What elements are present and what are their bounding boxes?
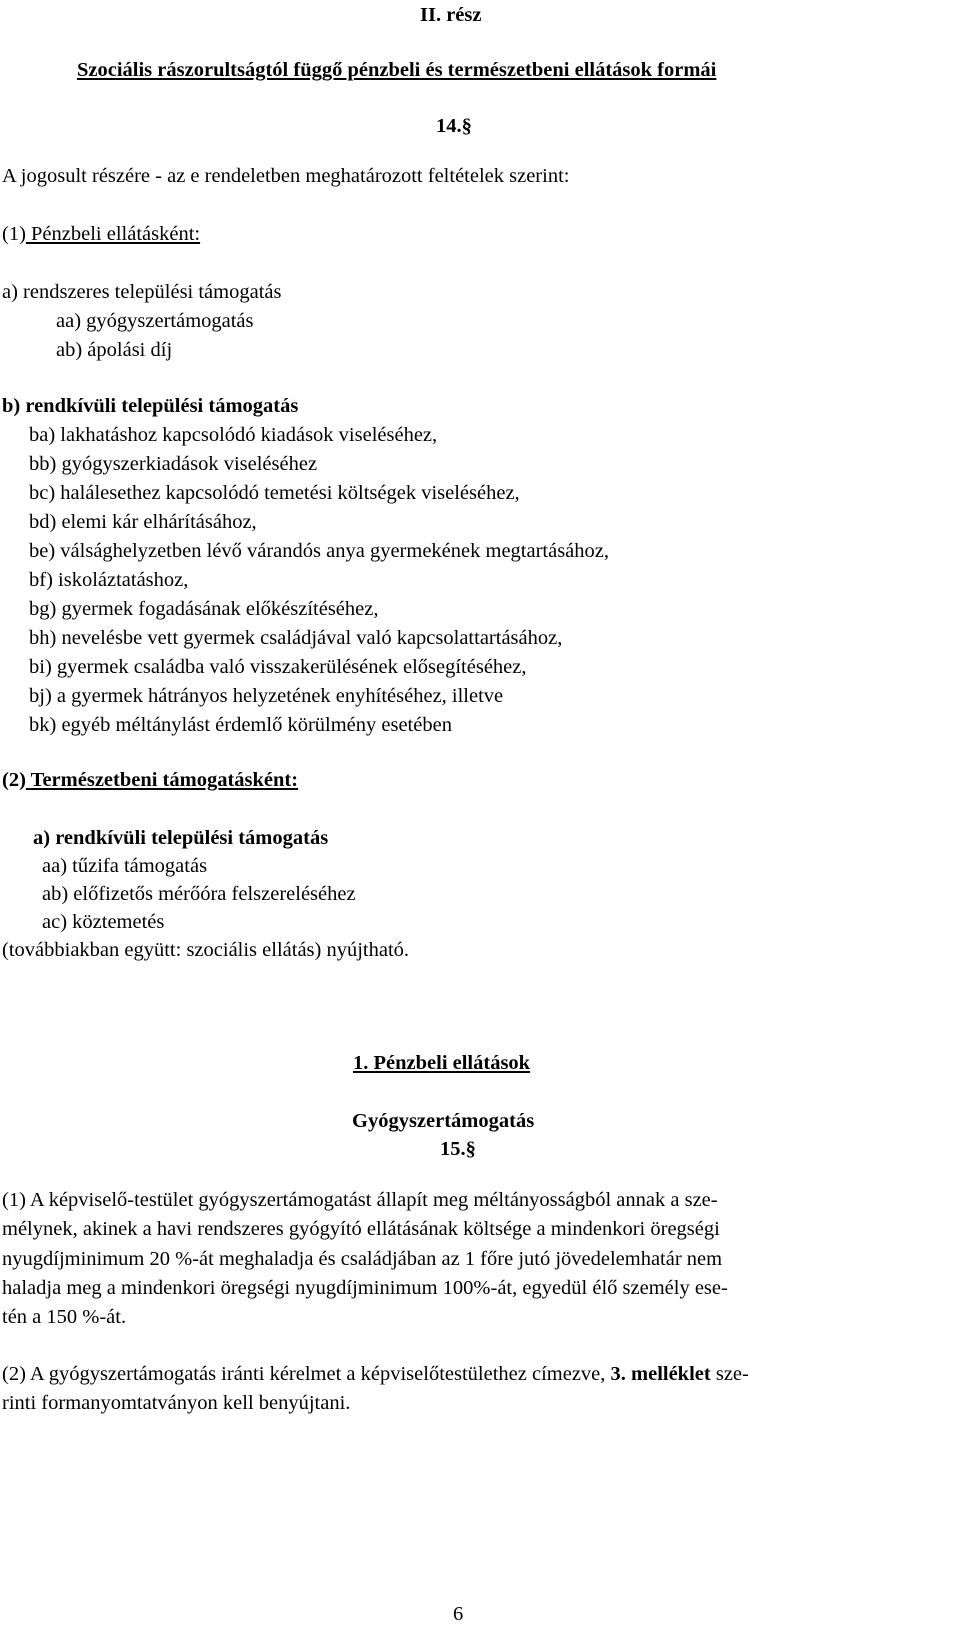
- cash-b-label: b) rendkívüli települési támogatás: [2, 395, 299, 417]
- cash-b-item: be) válsághelyzetben lévő várandós anya gyermekének megtartásához,: [29, 540, 610, 562]
- subsection-title: Gyógyszertámogatás: [352, 1110, 535, 1132]
- inkind-heading-number: (2): [2, 769, 26, 791]
- paragraph-15-2-line: (2) A gyógyszertámogatás iránti kérelmet a képviselőtestülethez címezve, 3. melléklet sze-: [2, 1363, 749, 1385]
- cash-b-item: bg) gyermek fogadásának előkészítéséhez,: [29, 598, 379, 620]
- cash-b-item: bi) gyermek családba való visszakerülésének elősegítéséhez,: [29, 656, 527, 678]
- paragraph-15-1-line: haladja meg a mindenkori öregségi nyugdíjminimum 100%-át, egyedül élő személy ese-: [2, 1276, 728, 1299]
- cash-a-label: a) rendszeres települési támogatás: [2, 281, 282, 303]
- cash-heading-number: (1): [2, 223, 26, 245]
- inkind-a-item: aa) tűzifa támogatás: [42, 855, 208, 877]
- cash-b-item: bk) egyéb méltánylást érdemlő körülmény esetében: [29, 714, 452, 736]
- page-number: 6: [453, 1603, 464, 1625]
- cash-b-item: bc) halálesethez kapcsolódó temetési költségek viseléséhez,: [29, 482, 520, 504]
- inkind-a-item: ab) előfizetős mérőóra felszereléséhez: [42, 883, 356, 905]
- cash-b-item: ba) lakhatáshoz kapcsolódó kiadások viseléséhez,: [29, 424, 438, 446]
- paragraph-15-1-line: (1) A képviselő-testület gyógyszertámogatást állapít meg méltányosságból annak a sze-: [2, 1189, 718, 1211]
- cash-a-item: ab) ápolási díj: [56, 339, 173, 361]
- paragraph-14-intro: A jogosult részére - az e rendeletben meghatározott feltételek szerint:: [2, 165, 570, 187]
- paragraph-15-1-line: nyugdíjminimum 20 %-át meghaladja és családjában az 1 főre jutó jövedelemhatár nem: [2, 1247, 723, 1270]
- paragraph-15-1-line: tén a 150 %-át.: [2, 1306, 127, 1329]
- annex-reference: 3. melléklet: [610, 1363, 711, 1385]
- cash-b-item: bf) iskoláztatáshoz,: [29, 569, 189, 591]
- cash-a-item: aa) gyógyszertámogatás: [56, 310, 254, 332]
- cash-heading: [2, 224, 200, 245]
- paragraph-15-1: [2, 1186, 958, 1332]
- paragraph-14-closing: (továbbiakban együtt: szociális ellátás) nyújtható.: [2, 939, 410, 961]
- paragraph-15-2: [2, 1360, 958, 1419]
- cash-b-item: bj) a gyermek hátrányos helyzetének enyhítéséhez, illetve: [29, 685, 504, 707]
- inkind-a-item: ac) köztemetés: [42, 911, 165, 933]
- cash-heading-text: Pénzbeli ellátásként:: [31, 223, 201, 245]
- inkind-a-label: a) rendkívüli települési támogatás: [33, 827, 329, 849]
- cash-b-item: bd) elemi kár elhárításához,: [29, 511, 257, 533]
- cash-b-item: bb) gyógyszerkiadások viseléséhez: [29, 453, 318, 475]
- inkind-heading-text: Természetbeni támogatásként:: [30, 769, 299, 791]
- paragraph-15-1-line: mélynek, akinek a havi rendszeres gyógyító ellátásának költsége a mindenkori öregségi: [2, 1218, 720, 1241]
- paragraph-15-2-line: rinti formanyomtatványon kell benyújtani.: [2, 1392, 351, 1415]
- paragraph-14-label: 14.§: [436, 115, 472, 137]
- cash-b-item: bh) nevelésbe vett gyermek családjával való kapcsolattartásához,: [29, 627, 563, 649]
- part-title: II. rész: [420, 4, 482, 26]
- inkind-heading: [2, 770, 298, 791]
- paragraph-15-label: 15.§: [440, 1138, 476, 1160]
- chapter-title: 1. Pénzbeli ellátások: [353, 1052, 531, 1074]
- section-title: Szociális rászorultságtól függő pénzbeli és természetbeni ellátások formái: [77, 59, 717, 81]
